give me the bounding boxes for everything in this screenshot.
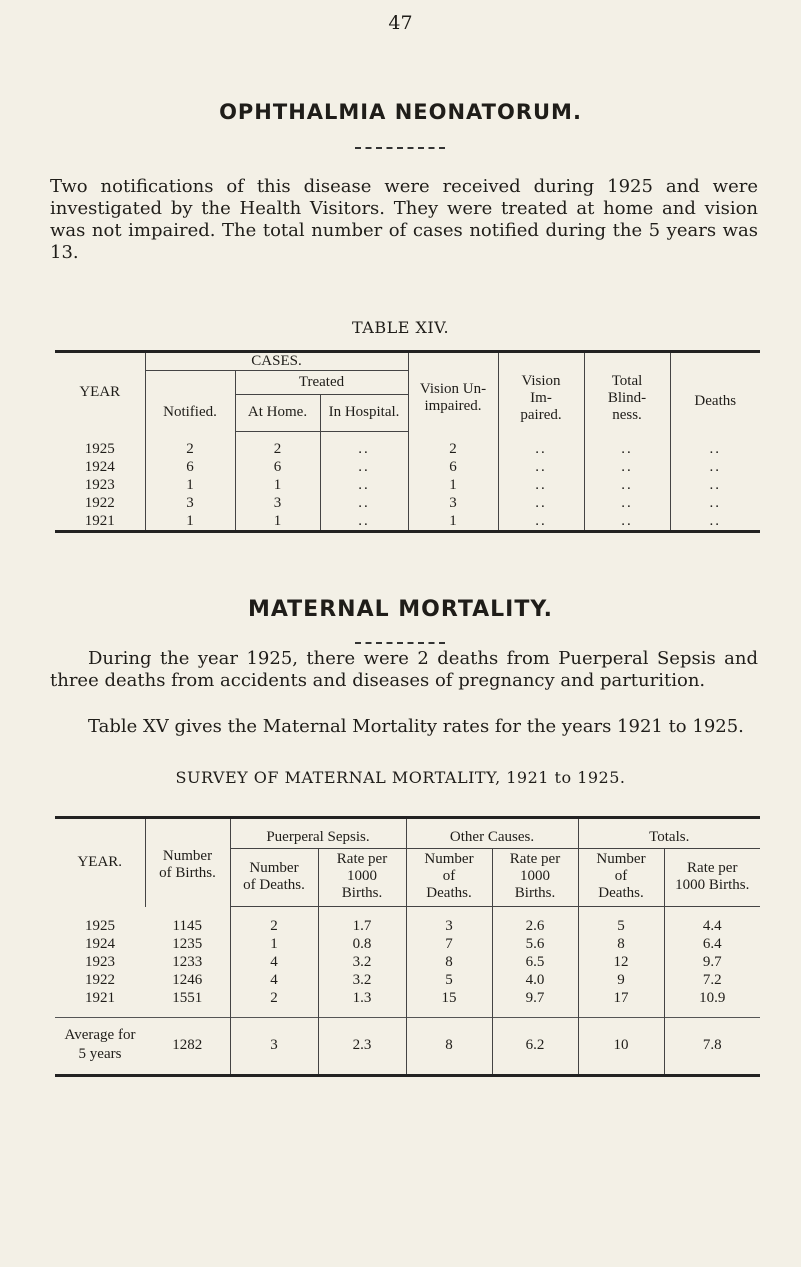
col-year: YEAR. <box>77 854 123 871</box>
col-cases: CASES. <box>145 352 408 371</box>
col-total-blindness: Total Blind-ness. <box>584 371 670 432</box>
table-row: 1925 2 2 .. 2 .. .. .. <box>55 432 760 459</box>
table-row: 1921 1551 2 1.3 15 9.7 17 10.9 <box>55 989 760 1018</box>
col-other-causes: Other Causes. <box>406 818 578 849</box>
ophthalmia-heading: OPHTHALMIA NEONATORUM. <box>219 100 582 124</box>
col-ps-rate: Rate per 1000 Births. <box>318 849 406 907</box>
table-row: 1922 3 3 .. 3 .. .. .. <box>55 494 760 512</box>
table-row: 1924 6 6 .. 6 .. .. .. <box>55 458 760 476</box>
page-number: 47 <box>388 12 413 34</box>
maternal-mortality-heading: MATERNAL MORTALITY. <box>247 597 554 622</box>
col-births: Number of Births. <box>145 818 230 907</box>
maternal-paragraph-1: During the year 1925, there were 2 deaths from Puerperal Sepsis and three deaths from accidents and diseases of pregnancy and parturition. <box>50 648 758 691</box>
col-puerperal-sepsis: Puerperal Sepsis. <box>230 818 406 849</box>
col-oc-number: Number of Deaths. <box>406 849 492 907</box>
col-notified: Notified. <box>145 371 235 432</box>
table-xv <box>55 816 760 1077</box>
col-in-hospital: In Hospital. <box>320 394 408 431</box>
heading-divider <box>355 147 445 149</box>
col-deaths: Deaths <box>670 371 760 432</box>
col-t-number: Number of Deaths. <box>578 849 664 907</box>
table-row: 1923 1 1 .. 1 .. .. .. <box>55 476 760 494</box>
table-xv-caption: SURVEY OF MATERNAL MORTALITY, 1921 to 1925. <box>175 768 626 787</box>
table-row: 1924 1235 1 0.8 7 5.6 8 6.4 <box>55 935 760 953</box>
col-oc-rate: Rate per 1000 Births. <box>492 849 578 907</box>
table-row: 1923 1233 4 3.2 8 6.5 12 9.7 <box>55 953 760 971</box>
table-average-row: Average for 5 years 1282 3 2.3 8 6.2 10 7.8 <box>55 1018 760 1076</box>
ophthalmia-paragraph: Two notifications of this disease were received during 1925 and were investigated by the Health Visitors. They were treated at home and vision was not impaired. The total number of cases notified during the 5 years was 13. <box>50 176 758 263</box>
heading-divider <box>355 642 445 644</box>
table-row: 1921 1 1 .. 1 .. .. .. <box>55 512 760 532</box>
col-treated: Treated <box>235 371 408 395</box>
table-row: 1925 1145 2 1.7 3 2.6 5 4.4 <box>55 907 760 936</box>
col-vision-impaired: Vision Im-paired. <box>498 371 584 432</box>
col-vision-unimpaired: Vision Un-impaired. <box>408 371 498 432</box>
average-label: Average for 5 years <box>55 1018 145 1076</box>
table-xiv-caption: TABLE XIV. <box>351 318 450 337</box>
col-at-home: At Home. <box>235 394 320 431</box>
maternal-paragraph-2: Table XV gives the Maternal Mortality rates for the years 1921 to 1925. <box>88 716 744 737</box>
col-year: YEAR <box>79 383 121 400</box>
table-xiv <box>55 350 760 533</box>
col-t-rate: Rate per 1000 Births. <box>664 849 760 907</box>
col-totals: Totals. <box>578 818 760 849</box>
table-row: 1922 1246 4 3.2 5 4.0 9 7.2 <box>55 971 760 989</box>
col-ps-number: Number of Deaths. <box>230 849 318 907</box>
